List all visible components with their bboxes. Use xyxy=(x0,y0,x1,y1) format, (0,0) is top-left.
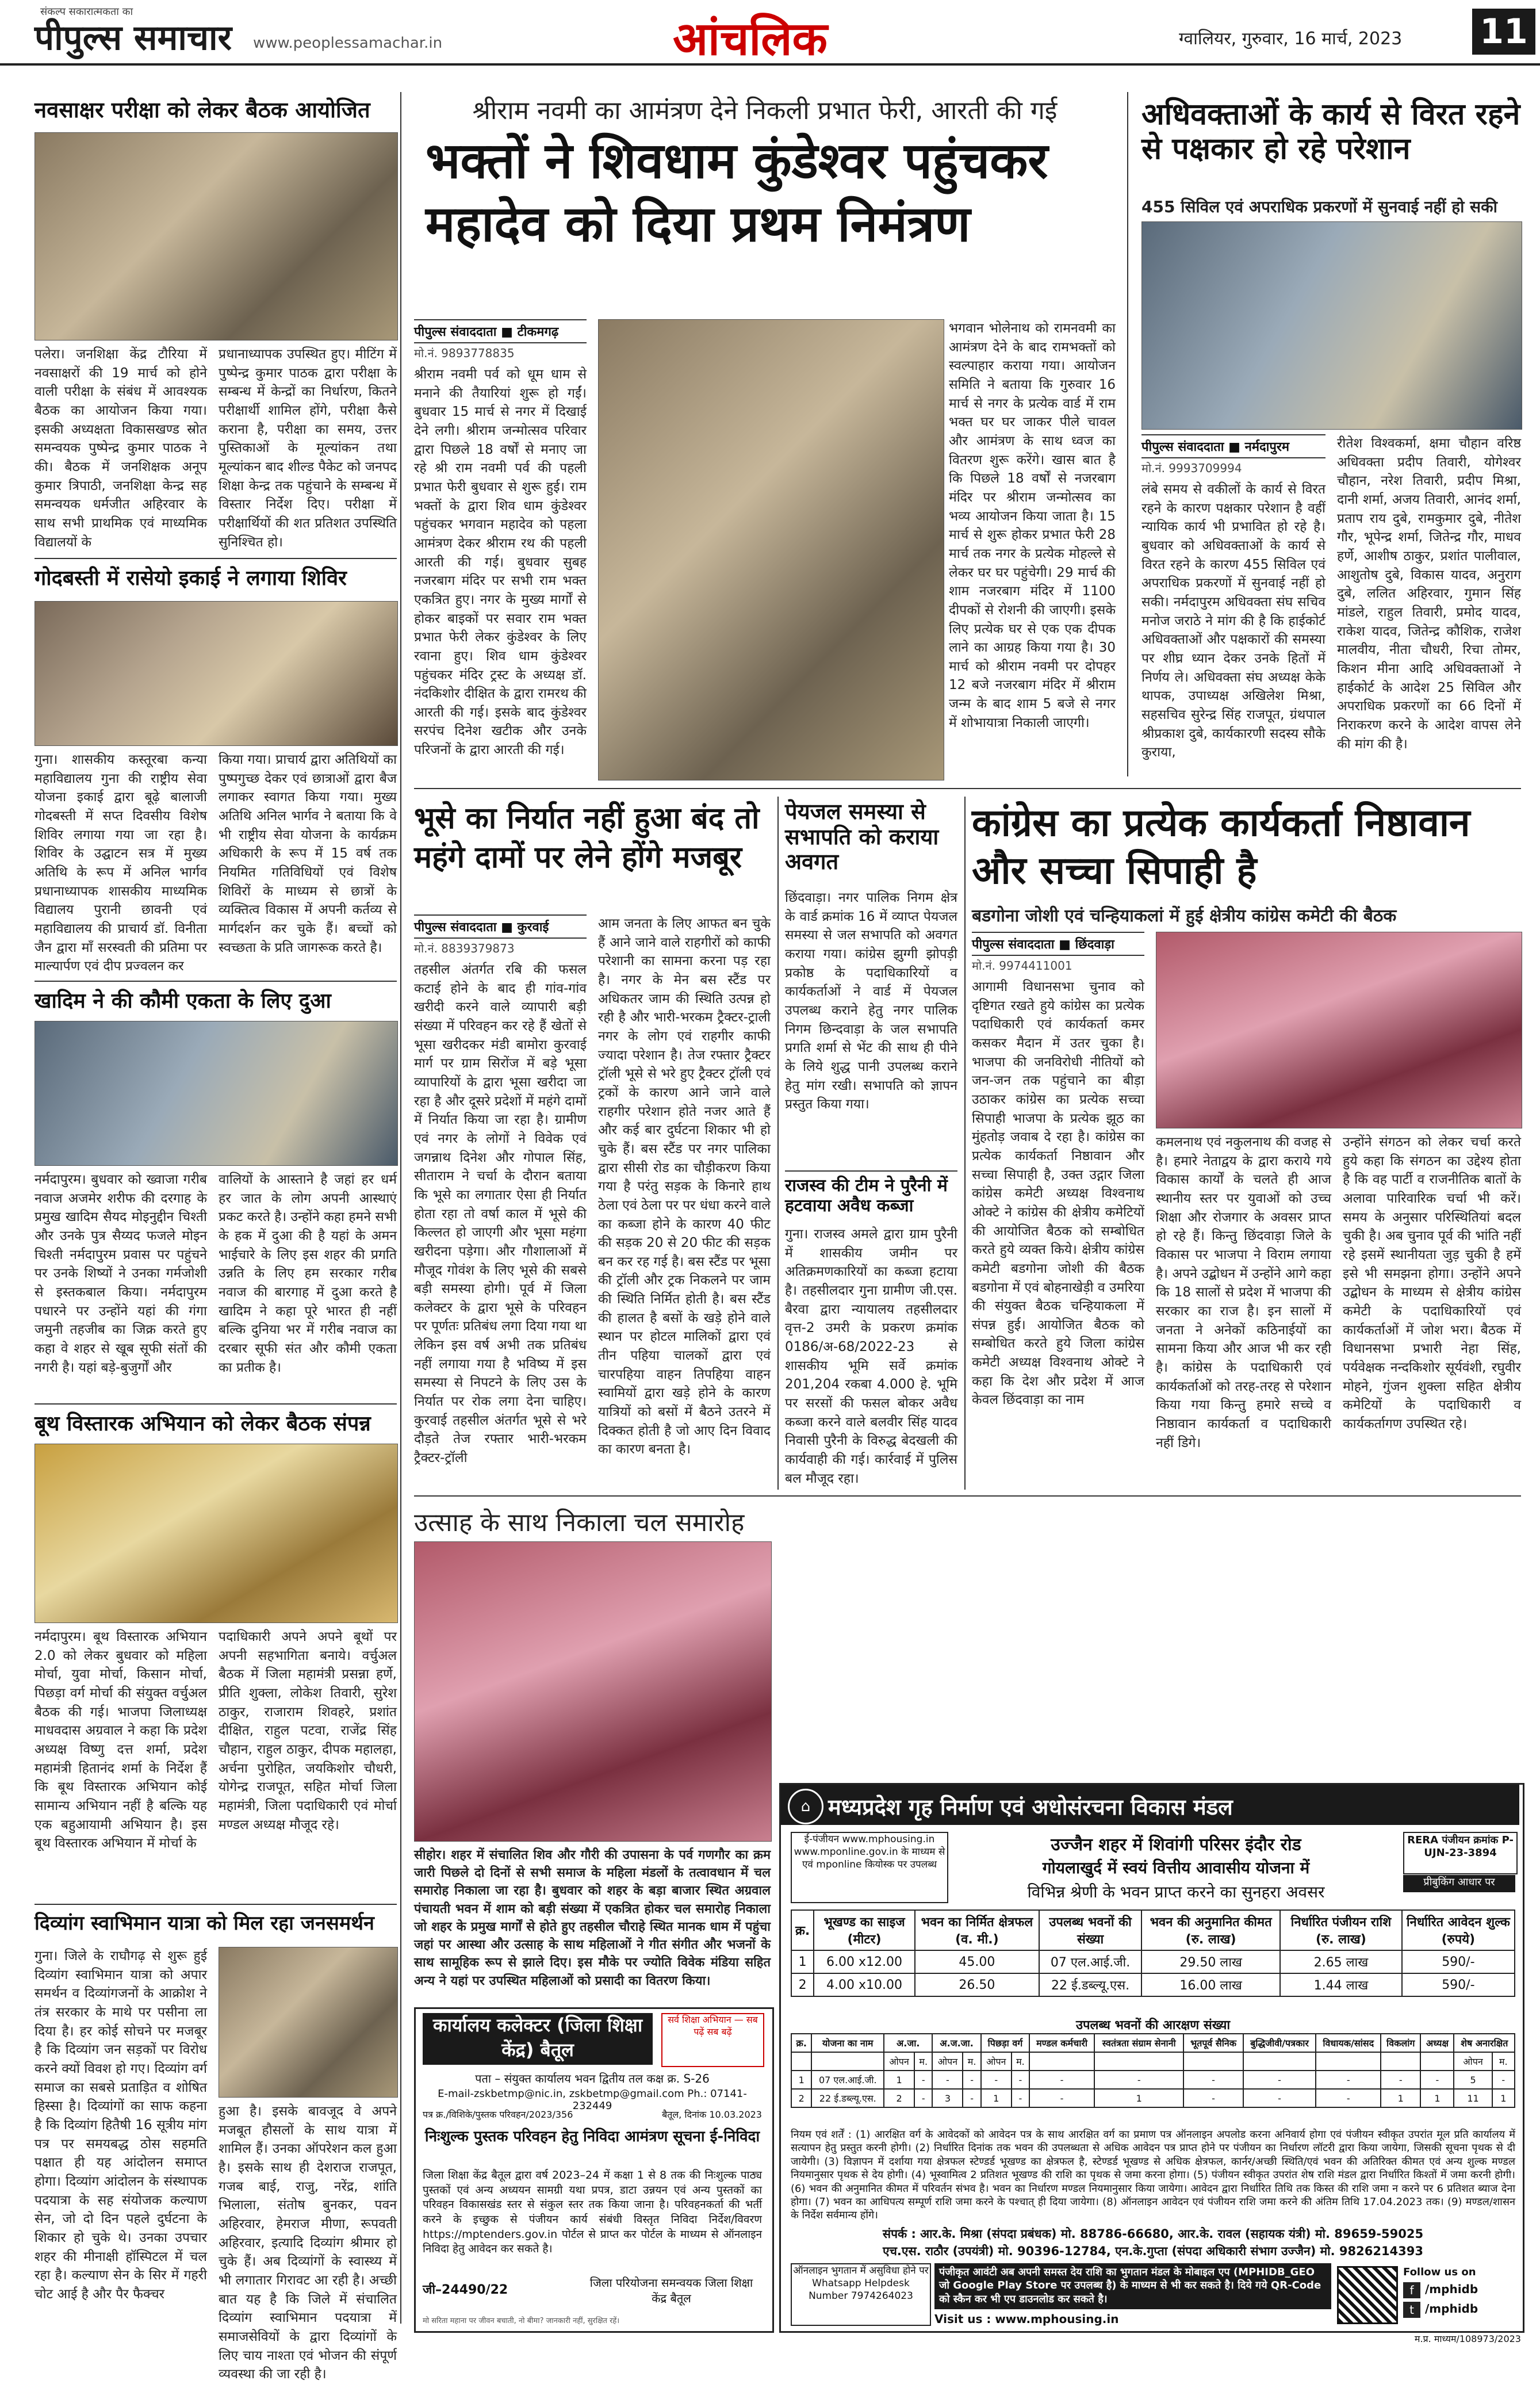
photo-prabhat-pheri xyxy=(598,319,944,780)
table-cell: - xyxy=(1243,2089,1316,2107)
table-cell: 1 xyxy=(884,2071,914,2089)
follow-us: Follow us on xyxy=(1403,2266,1476,2278)
photo-nss-camp xyxy=(35,601,398,746)
collector-title: कार्यालय कलेक्टर (जिला शिक्षा केंद्र) बैतूल xyxy=(423,2013,653,2065)
table-cell: 22 ई.डब्ल्यू.एस. xyxy=(811,2089,884,2107)
table-cell: - xyxy=(1492,2071,1515,2089)
lead-body: श्रीराम नवमी पर्व को धूम धाम से मनाने की तैयारियां शुरू हो गईं। बुधवार 15 मार्च से नगर में दिखाई देने लगी। श्रीराम जन्मोत्सव परिवार द्वारा पिछले 18 वर्षों से मनाए जा रहे श्री राम नवमी पर्व की पहली प्रभात फेरी बुधवार से शुरू हुई। राम भक्तों के द्वारा शिव धाम कुंडेश्वर पहुंचकर भगवान महादेव को पहला आमंत्रण देकर श्रीराम रथ की पहली आरती की गई। बुधवार सुबह नजरबाग मंदिर पर सभी राम भक्त एकत्रित हुए। नगर के मुख्य मार्गों से होकर बाइकों पर सवार राम भक्त प्रभात फेरी लेकर कुंडेश्वर के लिए रवाना हुए। शिव धाम कुंडेश्वर पहुंचकर मंदिर ट्रस्ट के अध्यक्ष डॉ. नंदकिशोर दीक्षित के द्वारा रामरथ की आरती की गई। इसके बाद कुंडेश्वर सरपंच दिनेश खटीक और उनके परिजनों के द्वारा आरती की गई। xyxy=(414,367,587,758)
photo-virtual-meeting xyxy=(35,1444,398,1623)
table-header: भूतपूर्व सैनिक xyxy=(1183,2034,1243,2052)
story-head-divyang: दिव्यांग स्वाभिमान यात्रा को मिल रहा जनसमर्थन xyxy=(35,1912,374,1935)
table-header: भवन का निर्मित क्षेत्रफल (व. मी.) xyxy=(915,1910,1039,1950)
rera-number: RERA पंजीयन क्रमांक P-UJN-23-3894 xyxy=(1403,1832,1518,1874)
congress-body: कमलनाथ एवं नकुलनाथ की वजह से है। हमारे नेताद्वय के द्वारा कराये गये विकास कार्यों के चलते ही आज स्थानीय स्तर पर युवाओं को उच्च शिक्षा और रोजगार के अवसर प्राप्त हो रहे हैं। किन्तु छिंदवाड़ा जिले के विकास पर भाजपा ने विराम लगाया है। अपने उद्बोधन में उन्होंने आगे कहा कि 18 सालों से प्रदेश में भाजपा की सरकार का राज है। इन सालों में जनता ने अनेकों कठिनाईयों का सामना किया और आज भी कर रही है। कांग्रेस के पदाधिकारी एवं कार्यकर्ताओं को तरह-तरह से परेशान किया गया किन्तु हमारे सच्चे व निष्ठावान कार्यकर्ता व पदाधिकारी नहीं डिगे। xyxy=(1156,1135,1331,1451)
twitter-icon[interactable]: t xyxy=(1403,2302,1420,2318)
table-cell: 590/- xyxy=(1402,1973,1515,1996)
table-cell: - xyxy=(963,2089,980,2107)
table-header: निर्धारित आवेदन शुल्क (रुपये) xyxy=(1402,1910,1515,1950)
mphidb-logo-icon: ⌂ xyxy=(788,1789,823,1824)
congress-body: आगामी विधानसभा चुनाव को दृष्टिगत रखते हुये कांग्रेस का प्रत्येक पदाधिकारी एवं कार्यकर्ता कमर कसकर मैदान में उतर चुका है। भाजपा की जनविरोधी नीतियों को जन-जन तक पहुंचाने का बीड़ा उठाकर कांग्रेस का प्रत्येक सच्चा सिपाही भाजपा के प्रत्येक झूठ का मुंहतोड़ जवाब दे रहा है। कांग्रेस का प्रत्येक कार्यकर्ता निष्ठावान और सच्चा सिपाही है, उक्त उद्गार जिला कांग्रेस कमेटी अध्यक्ष विश्वनाथ ओक्टे ने कांग्रेस की क्षेत्रीय कमेटियों की आयोजित बैठक को सम्बोधित करते हुये व्यक्त किये। क्षेत्रीय कांग्रेस कमेटी बडगोना जोशी की बैठक बडगोना में एवं बोहनाखेड़ी व उमरिया की संयुक्त बैठक चन्हियाकला में संपन्न हुई। आयोजित बैठक को सम्बोधित करते हुये जिला कांग्रेस कमेटी अध्यक्ष विश्वनाथ ओक्टे ने कहा कि देश और प्रदेश में आज केवल छिंदवाड़ा का नाम xyxy=(972,979,1144,1408)
story-body: किया गया। प्राचार्य द्वारा अतिथियों का पुष्पगुच्छ देकर एवं छात्राओं द्वारा बैज लगाकर स्वागत किया गया। मुख्य अतिथि अनिल भार्गव ने बताया कि वे भी राष्ट्रीय सेवा योजना के कार्यक्रम अधिकारी के रूप में 15 वर्ष तक नियमित गतिविधियों एवं विशेष शिविरों के माध्यम से छात्रों के व्यक्तित्व विकास में अपनी कर्तव्य से मार्गदर्शन कर चुके हैं। बच्चों को स्वच्छता के प्रति जागरूक करते है। xyxy=(219,752,397,955)
story-body: नर्मदापुरम। बूथ विस्तारक अभियान 2.0 को लेकर बुधवार को महिला मोर्चा, युवा मोर्चा, किसान मोर्चा, पिछड़ा वर्ग मोर्चा की संयुक्त वर्चुअल बैठक की गई। भाजपा जिलाध्यक्ष माधवदास अग्रवाल ने कहा कि प्रदेश अध्यक्ष विष्णु दत्त शर्मा, प्रदेश महामंत्री हितानंद शर्मा के निर्देश हैं कि बूथ विस्तारक अभियान कोई सामान्य अभियान नहीं है बल्कि यह एक बहुआयामी अभियान है। इस बूथ विस्तारक अभियान में मोर्चा के xyxy=(35,1629,207,1851)
advocates-body: रीतेश विश्वकर्मा, क्षमा चौहान वरिष्ठ अधिवक्ता प्रदीप तिवारी, योगेश्वर चौहान, नरेश तिवारी, प्रदीप मिश्रा, दानी शर्मा, अजय तिवारी, आनंद शर्मा, प्रताप राय दुबे, रामकुमार दुबे, नीतेश गौर, भूपेन्द्र शर्मा, जितेन्द्र गौर, माधव हर्णे, आशीष ठाकुर, प्रशांत पालीवाल, आशुतोष दुबे, विकास यादव, अनुराग दुबे, ललित अहिरवार, गुमान सिंह मांडले, राहुल तिवारी, प्रमोद यादव, राकेश यादव, जितेन्द्र कौशिक, राजेश मालवीय, नीता चौधरी, रिचा तोमर, किशन मीना आदि अधिवक्ताओं ने हाईकोर्ट के आदेश 25 सिविल और अपराधिक प्रकरणों का 66 दिनों में निराकरण करने के आदेश वापस लेने की मांग की है। xyxy=(1337,436,1521,752)
table-cell: 1 xyxy=(791,2071,811,2089)
table-cell xyxy=(1029,2052,1094,2071)
collector-date: बैतूल, दिनांक 10.03.2023 xyxy=(662,2109,762,2120)
table-cell: - xyxy=(1012,2089,1029,2107)
lead-kicker: श्रीराम नवमी का आमंत्रण देने निकली प्रभात फेरी, आरती की गई xyxy=(472,96,1058,125)
table-header: विधायक/सांसद xyxy=(1316,2034,1381,2052)
table-header: पिछड़ा वर्ग xyxy=(981,2034,1029,2052)
table-row xyxy=(791,1950,1515,1973)
lead-body: भगवान भोलेनाथ को रामनवमी का आमंत्रण देने के बाद रामभक्तों को स्वल्पाहार कराया गया। आयोजन समिति ने बताया कि गुरुवार 16 मार्च से नगर के प्रत्येक वार्ड में राम भक्त घर घर जाकर पीले चावल और आमंत्रण के साथ ध्वज का वितरण शुरू करेंगे। खास बात है कि पिछले 18 वर्षों से नजरबाग मंदिर पर श्रीराम जन्मोत्सव का भव्य आयोजन किया जाता है। 15 मार्च से शुरू होकर प्रभात फेरी 28 मार्च तक नगर के प्रत्येक मोहल्ले से लेकर घर घर पहुंचेगी। 29 मार्च की शाम नजरबाग मंदिर में 1100 दीपकों से रोशनी की जाएगी। इसके लिए प्रत्येक घर से एक एक दीपक लाने का आग्रह किया गया है। 30 मार्च को श्रीराम नवमी पर दोपहर 12 बजे नजरबाग मंदिर में श्रीराम जन्म के बाद शाम 5 बजे से नगर में शोभायात्रा निकाली जाएगी। xyxy=(949,321,1116,730)
table-cell: - xyxy=(981,2071,1012,2089)
table-cell xyxy=(1316,2052,1381,2071)
table-header: शेष अनारक्षित xyxy=(1454,2034,1515,2052)
ssa-logo: सर्व शिक्षा अभियान — सब पढ़ें सब बढ़ें xyxy=(661,2013,764,2067)
column-rule xyxy=(964,797,966,1490)
table-cell: 1 xyxy=(981,2089,1012,2107)
table-header: भूखण्ड का साइज (मीटर) xyxy=(814,1910,915,1950)
table-cell: 5 xyxy=(1454,2071,1492,2089)
column-rule xyxy=(777,797,779,1490)
divider xyxy=(785,1170,957,1172)
tender-heading: निःशुल्क पुस्तक परिवहन हेतु निविदा आमंत्रण सूचना ई-निविदा xyxy=(424,2128,760,2145)
story-body: वालियों के आस्ताने है जहां हर धर्म हर जात के लोग अपनी आस्थाएं प्रकट करते है। उन्होंने कहा हमने सभी के हक में दुआ की है यहां के अमन भाईचारे के लिए इस शहर की प्रगति उन्नति के लिए हम सरकार गरीब नवाज की बारगाह में दुआ करते है खादिम ने कहा पूरे भारत ही नहीं बल्कि दुनिया भर में गरीब नवाज का दरबार सूफी संत और कौमी एकता का प्रतीक है। xyxy=(219,1172,397,1375)
table-cell: - xyxy=(1094,2071,1183,2089)
table-cell: 1.44 लाख xyxy=(1280,1973,1402,1996)
prebooking-badge: प्रीबुकिंग आधार पर xyxy=(1403,1875,1515,1892)
photo-advocates xyxy=(1141,221,1522,430)
reservation-table-title: उपलब्ध भवनों की आरक्षण संख्या xyxy=(1075,2018,1231,2033)
table-header: निर्धारित पंजीयन राशि (रु. लाख) xyxy=(1280,1910,1402,1950)
housing-terms: नियम एवं शर्तें : (1) आरक्षित वर्ग के आवेदकों को आवेदन पत्र के साथ आरक्षित वर्ग का प्रमाण पत्र ऑनलाइन अपलोड करना अनिवार्य होगा एवं पंजीयन स्वीकृत उपरांत मूल प्रति कार्यालय में सत्यापन हेतु प्रस्तुत करनी होगी। (2) निर्धारित दिनांक तक भवन की उपलब्धता से अधिक आवेदन पत्र प्राप्त होने पर पंजीयन का निर्धारण लॉटरी द्वारा किया जायेगा, जिसकी सूचना पृथक से दी जायेगी। (3) विज्ञापन में दर्शाया गया क्षेत्रफल स्टेण्डर्ड भूखण्ड का क्षेत्रफल है, स्टेण्डर्ड भूखण्ड से अधिक क्षेत्रफल, कार्नर/अच्छी स्थिति/एवं भवन की अतिरिक्त कीमत एवं अन्य शुल्क मण्डल नियमानुसार पृथक से देय होगी। (4) भूस्वामित्व 2 प्रतिशत भूखण्ड की राशि का पृथक से जमा करना होगा। (5) पंजीयन स्वीकृत उपरांत शेष राशि मंडल द्वारा निर्धारित किश्तों में जमा करनी होगी। (6) भवन की अनुमानित कीमत में परिवर्तन संभव है। भवन का निर्धारण मण्डल नियमानुसार किया जायेगा। आवेदन द्वारा निर्धारित तिथि तक किस्त की राशि जमा न करने पर 6 प्रतिशत ब्याज देना होगा। (7) भवन का आधिपत्य सम्पूर्ण राशि जमा करने के पश्चात् ही दिया जायेगा। (8) ऑनलाइन आवेदन एवं पंजीयन राशि जमा करने की अंतिम तिथि 17.04.2023 तक। (9) मण्डल/शासन के निर्देश सर्वमान्य होंगे। xyxy=(791,2129,1515,2222)
revenue-body: गुना। राजस्व अमले द्वारा ग्राम पुरैनी में शासकीय जमीन पर अतिक्रमणकारियों का कब्जा हटाया है। तहसीलदार गुना ग्रामीण जी.एस. बैरवा द्वारा न्यायालय तहसीलदार वृत्त-2 उमरी के प्रकरण क्रमांक 0186/अ-68/2022-23 से शासकीय भूमि सर्वे क्रमांक 201,204 रकबा 4.000 हे. भूमि पर सरसों की फसल बोकर अवैध कब्जा करने वाले बलवीर सिंह यादव निवासी पुरैनी के विरुद्ध बेदखली की कार्यवाही की गई। कार्रवाई में पुलिस बल मौजूद रहा। xyxy=(785,1227,957,1486)
table-row xyxy=(791,2089,1515,2107)
table-cell: ओपन xyxy=(981,2052,1012,2071)
housing-ro: म.प्र. माध्यम/108973/2023 xyxy=(1414,2333,1521,2344)
table-cell: 16.00 लाख xyxy=(1141,1973,1280,1996)
congress-body: उन्होंने संगठन को लेकर चर्चा करते हुये कहा कि संगठन का उद्देश्य होता है कि वह पार्टी व राजनीतिक बातों के अलावा पारिवारिक चर्चा भी करें। समय के अनुसार परिस्थितियां बदल चुकी है। अब चुनाव पूर्व की भांति नहीं रहे इसमें स्थानीयता जुड़ चुकी है हमें इसे भी समझना होगा। उन्होंने अपने उद्बोधन के माध्यम से क्षेत्रीय कांग्रेस कमेटी के पदाधिकारियों एवं कार्यकर्ताओं में जोश भरा। बैठक में विधानसभा प्रभारी नेहा सिंह, पर्यवेक्षक नन्दकिशोर सूर्यवंशी, रघुवीर मोहने, गुंजन शुक्ला सहित क्षेत्रीय कमेटियों के पदाधिकारी व कार्यकर्तागण उपस्थित रहे। xyxy=(1343,1135,1521,1432)
table-cell: - xyxy=(1381,2071,1420,2089)
bhuse-body: आम जनता के लिए आफत बन चुके हैं आने जाने वाले राहगीरों को काफी परेशानी का सामना करना पड़ रहा है। नगर के मेन बस स्टैंड पर अधिकतर जाम की स्थिति उत्पन्न हो रही है और भारी-भरकम ट्रैक्टर-ट्राली नगर के लोग एवं राहगीर काफी ज्यादा परेशान है। तेज रफ्तार ट्रैक्टर ट्रॉली भूसे से भरे हुए ट्रैक्टर ट्रॉली एवं ट्रकों के कारण आने जाने वाले राहगीर परेशान होते नजर आते हैं और कई बार दुर्घटना शिकार भी हो चुके हैं। बस स्टैंड पर नगर पालिका द्वारा सीसी रोड का चौड़ीकरण किया गया है परंतु सड़क के किनारे हाथ ठेला एवं ठेला पर पर धंधा करने वाले का कब्जा होने के कारण 40 फीट की सड़क 20 से 20 फीट की सड़क बन कर रह गई है। बस स्टैंड पर भूसा की ट्रॉली और ट्रक निकलने पर जाम की स्थिति निर्मित होती है। बस स्टैंड की हालत है बसों के खड़े होने वाले स्थान पर होटल मालिकों द्वारा एवं तीन पहिया चालकों द्वारा एवं चारपहिया वाहन तिपहिया वाहन स्वामियों द्वारा खड़े होने के कारण यात्रियों को बसों में बैठने उतरने में दिक्कत होती है जो आए दिन विवाद का कारण बनता है। xyxy=(598,916,771,1457)
story-body: पदाधिकारी अपने अपने बूथों पर अपनी सहभागिता बनाये। वर्चुअल बैठक में जिला महामंत्री प्रसन्ना हर्णे, प्रीति शुक्ला, लोकेश तिवारी, सुरेश ठाकुर, राजाराम शिवहरे, प्रशांत दीक्षित, राहुल पटवा, राजेंद्र सिंह चौहान, राहुल ठाकुर, दीपक महालहा, अर्चना पुरोहित, जयकिशोर चौधरी, योगेन्द्र राजपूत, सहित मोर्चा जिला महामंत्री, जिला पदाधिकारी एवं मोर्चा मण्डल अध्यक्ष मौजूद रहे। xyxy=(219,1629,397,1832)
table-cell xyxy=(811,2052,884,2071)
table-header: अध्यक्ष xyxy=(1420,2034,1454,2052)
table-cell: 11 xyxy=(1454,2089,1492,2107)
utsah-caption: सीहोर। शहर में संचालित शिव और गौरी की उपासना के पर्व गणगौर का क्रम जारी पिछले दो दिनों से सभी समाज के महिला मंडलों के तत्वावधान में चल समारोह निकाला जा रहा है। बुधवार को शहर के बड़ा बाजार स्थित अग्रवाल पंचायती भवन में शाम को बड़ी संख्या में एकत्रित होकर चल समारोह निकाला जो शहर के प्रमुख मार्गों से होते हुए तहसील चौराहे स्थित मानक धाम में पहुंचा जहां पर आस्था और उत्साह के साथ महिलाओं ने गीत संगीत और भजनों के साथ सामूहिक रूप से झाले दिए। इस मौके पर ज्योति विवेक मंडिया सहित अन्य ने यहां पर उपस्थित महिलाओं को प्रसादी का वितरण किया। xyxy=(414,1848,771,1988)
tender-body: जिला शिक्षा केंद्र बैतूल द्वारा वर्ष 2023–24 में कक्षा 1 से 8 तक की निःशुल्क पाठ्य पुस्तकों एवं अन्य अध्ययन सामग्री यथा प्रपत्र, डाटा उन्नयन एवं अन्य पुस्तकों का परिवहन विकासखंड स्तर से संकुल स्तर तक किया जाना है। परिवहनकर्ता की भर्ती करने के इच्छुक से पंजीयन कार्य संबंधी विस्तृत निविदा निर्देश/विवरण https://mptenders.gov.in पोर्टल से प्राप्त कर पोर्टल के माध्यम से ऑनलाइन निविदा हेतु आवेदन कर सकते है। xyxy=(423,2169,762,2256)
divider xyxy=(35,981,397,982)
table-header: उपलब्ध भवनों की संख्या xyxy=(1039,1910,1141,1950)
table-row xyxy=(791,1973,1515,1996)
table-cell: म. xyxy=(914,2052,932,2071)
ad-ro-number: जी–24490/22 xyxy=(423,2283,508,2297)
table-row xyxy=(791,2071,1515,2089)
table-cell: म. xyxy=(963,2052,980,2071)
table-header: क्र. xyxy=(791,1910,814,1950)
table-cell xyxy=(1094,2052,1183,2071)
story-head-khadim: खादिम ने की कौमी एकता के लिए दुआ xyxy=(35,989,331,1013)
qr-code-icon[interactable] xyxy=(1337,2266,1398,2324)
table-cell: 1 xyxy=(1492,2089,1515,2107)
divider xyxy=(35,558,397,559)
housing-contact-1: संपर्क : आर.के. मिश्रा (संपदा प्रबंधक) मो. 88786-66680, आर.के. रावल (सहायक यंत्री) मो. 89659-59025 xyxy=(882,2227,1424,2241)
table-cell: 1 xyxy=(1094,2089,1183,2107)
column-rule xyxy=(1127,92,1128,776)
table-cell: - xyxy=(1420,2071,1454,2089)
advocates-body: लंबे समय से वकीलों के कार्य से विरत रहने के कारण पक्षकार परेशान है वहीं न्यायिक कार्य भी प्रभावित हो रहे है। बुधवार को अधिवक्ताओं के कार्य से विरत रहने के कारण 455 सिविल एवं अपराधिक प्रकरणों में सुनवाई नहीं हो सकी। नर्मदापुरम अधिवक्ता संघ सचिव मनोज जराठे ने मांग की है कि हाईकोर्ट अधिवक्ताओं और पक्षकारों की समस्या पर शीघ्र ध्यान देकर उनके हितों में निर्णय ले। अधिवक्ता संघ अध्यक्ष केके थापक, उपाध्यक्ष अखिलेश मिश्रा, सहसचिव सुरेन्द्र सिंह राजपूत, ग्रंथपाल श्रीप्रकाश दुबे, कार्यकारणी सदस्य सौके कुराया, xyxy=(1141,482,1326,760)
bhuse-headline: भूसे का निर्यात नहीं हुआ बंद तो महंगे दामों पर लेने होंगे मजबूर xyxy=(414,801,760,875)
divider xyxy=(414,1495,1521,1497)
collector-ref: पत्र क्र./विशिके/पुस्तक परिवहन/2023/356 xyxy=(423,2109,573,2120)
visit-website[interactable]: Visit us : www.mphousing.in xyxy=(934,2312,1119,2326)
table-header: अ.जा. xyxy=(884,2034,932,2052)
photo-gangaur-procession xyxy=(414,1541,772,1842)
table-cell: - xyxy=(1183,2071,1243,2089)
table-header: मण्डल कर्मचारी xyxy=(1029,2034,1094,2052)
table-cell: 3 xyxy=(932,2089,963,2107)
advocates-headline: अधिवक्ताओं के कार्य से विरत रहने से पक्षकार हो रहे परेशान xyxy=(1141,97,1520,166)
revenue-headline: राजस्व की टीम ने पुरैनी में हटवाया अवैध कब्जा xyxy=(785,1176,948,1216)
utsah-headline: उत्साह के साथ निकाला चल समारोह xyxy=(414,1508,745,1537)
story-head-navsakshar: नवसाक्षर परीक्षा को लेकर बैठक आयोजित xyxy=(35,97,370,123)
twitter-handle[interactable]: /mphidb xyxy=(1425,2302,1478,2316)
table-cell: 29.50 लाख xyxy=(1141,1950,1280,1973)
table-cell: - xyxy=(1012,2071,1029,2089)
bhuse-byline: पीपुल्स संवाददाता ■ कुरवाई xyxy=(414,914,587,939)
story-head-booth: बूथ विस्तारक अभियान को लेकर बैठक संपन्न xyxy=(35,1412,371,1436)
collector-footnote: मो सरिता महाना पर जीवन बचाती, नो बीमा? जानकारी नहीं, सुरक्षित रहें। xyxy=(423,2317,620,2325)
eportal-box: ई-पंजीयन www.mphousing.in www.mponline.gov.in के माध्यम से एवं mponline कियोस्क पर उपलब्ध xyxy=(791,1832,948,1903)
table-cell: म. xyxy=(1492,2052,1515,2071)
story-body: पलेरा। जनशिक्षा केंद्र टौरिया में नवसाक्षरों की 19 मार्च को होने वाली परीक्षा के संबंध में आवश्यक बैठक का आयोजन किया गया। इसकी अध्यक्षता विकासखण्ड स्रोत समन्वयक पुष्पेन्द्र कुमार पाठक ने की। बैठक में जनशिक्षक अनूप कुमार त्रिपाठी, जनशिक्षा केन्द्र सह समन्वयक धर्मजीत अहिरवार के साथ सभी प्राथमिक एवं माध्यमिक विद्यालयों के xyxy=(35,347,207,550)
scheme-title: उज्जैन शहर में शिवांगी परिसर इंदौर रोड xyxy=(1051,1835,1301,1855)
table-cell: 2 xyxy=(884,2089,914,2107)
story-body: गुना। शासकीय कस्तूरबा कन्या महाविद्यालय गुना की राष्ट्रीय सेवा योजना इकाई द्वारा बूढ़े बालाजी गोदबस्ती में सप्त दिवसीय विशेष शिविर लगाया गया जा रहा है। शिविर के उद्घाटन सत्र में मुख्य अतिथि के रूप में अनिल भार्गव प्रधानाध्यापक शासकीय माध्यमिक विद्यालय पुरानी छावनी एवं महाविद्यालय की प्राचार्य डॉ. विनीता जैन द्वारा माँ सरस्वती की प्रतिमा पर माल्यार्पण एवं दीप प्रज्वलन कर xyxy=(35,752,207,974)
table-cell: 07 एल.आई.जी. xyxy=(811,2071,884,2089)
table-header: भवन की अनुमानित कीमत (रु. लाख) xyxy=(1141,1910,1280,1950)
masthead-tagline: संकल्प सकारात्मकता का xyxy=(40,6,133,18)
table-header: बुद्धिजीवी/पत्रकार xyxy=(1243,2034,1316,2052)
story-body: गुना। जिले के राघौगढ़ से शुरू हुई दिव्यांग स्वाभिमान यात्रा को अपार समर्थन व दिव्यांगजनों के आक्रोश ने तंत्र सरकार के माथे पर पसीना ला दिया है। हर कोई सोचने पर मजबूर है कि दिव्यांग जन सड़कों पर विरोध करने क्यों विवश हो गए। दिव्यांग वर्ग समाज का सबसे प्रताड़ित व शोषित हिस्सा है। दिव्यांगों का साफ कहना है कि दिव्यांग हितैषी 16 सूत्रीय मांग पत्र पर समयबद्ध ठोस सहमति पक्षात ही यह आंदोलन समाप्त होगा। दिव्यांग आंदोलन के संस्थापक पदयात्रा के सह संयोजक कल्याण सेन, जो दो दिन पहले दुर्घटना के शिकार हो चुके थे। उनका उपचार शहर की मीनाक्षी हॉस्पिटल में चल रहा है। कल्याण सेन के सिर में गहरी चोट आई है और पैर फैक्चर xyxy=(35,1949,207,2302)
section-title: आंचलिक xyxy=(673,12,828,66)
table-cell: 22 ई.डब्ल्यू.एस. xyxy=(1039,1973,1141,1996)
photo-congress-meeting xyxy=(1156,932,1522,1128)
table-cell xyxy=(791,2052,811,2071)
table-cell: 26.50 xyxy=(915,1973,1039,1996)
table-cell: ओपन xyxy=(932,2052,963,2071)
scheme-subtitle: गोयलाखुर्द में स्वयं वित्तीय आवासीय योजना में xyxy=(1042,1858,1310,1877)
table-cell: 45.00 xyxy=(915,1950,1039,1973)
lead-headline: भक्तों ने शिवधाम कुंडेश्वर पहुंचकर महादेव को दिया प्रथम निमंत्रण xyxy=(426,132,1048,254)
table-cell xyxy=(1243,2052,1316,2071)
story-body: प्रधानाध्यापक उपस्थित हुए। मीटिंग में पुष्पेन्द्र कुमार पाठक द्वारा परीक्षा के सम्बन्ध में केन्द्रों का निर्धारण, कितने परीक्षार्थी शामिल होंगे, परीक्षा कैसे कराना है, परीक्षा का समय, उत्तर पुस्तिकाओं के मूल्यांकन तथा मूल्यांकन बाद शील्ड पैकेट को जनपद शिक्षा केन्द्र तक पहुंचाने के सम्बन्ध में विस्तार निर्देश दिए। परीक्षा में परीक्षार्थियों की शत प्रतिशत उपस्थिति सुनिश्चित हो। xyxy=(219,347,397,550)
table-header: अ.ज.जा. xyxy=(932,2034,980,2052)
table-cell: 1 xyxy=(791,1950,814,1973)
table-cell: - xyxy=(914,2071,932,2089)
table-header: योजना का नाम xyxy=(811,2034,884,2052)
photo-divyang-yatra xyxy=(219,1947,398,2098)
table-cell: 4.00 x10.00 xyxy=(814,1973,915,1996)
congress-mobile: मो.नं. 9974411001 xyxy=(972,959,1072,973)
table-cell: - xyxy=(932,2071,963,2089)
congress-byline: पीपुल्स संवाददाता ■ छिंदवाड़ा xyxy=(972,932,1144,956)
table-header: क्र. xyxy=(791,2034,811,2052)
table-cell: - xyxy=(1316,2089,1381,2107)
table-cell xyxy=(1381,2052,1420,2071)
collector-signatory: जिला परियोजना समन्वयक जिला शिक्षा केंद्र बैतूल xyxy=(589,2276,753,2305)
collector-contact: E-mail-zskbetmp@nic.in, zskbetmp@gmail.com Ph.: 07141-232449 xyxy=(438,2088,747,2112)
table-cell: - xyxy=(1243,2071,1316,2089)
table-cell: - xyxy=(1183,2089,1243,2107)
advocates-byline: पीपुल्स संवाददाता ■ नर्मदापुरम xyxy=(1141,434,1326,458)
table-cell: 1 xyxy=(1381,2089,1420,2107)
story-body: नर्मदापुरम। बुधवार को ख्वाजा गरीब नवाज अजमेर शरीफ की दरगाह के प्रमुख खादिम सैयद मोइनुद्दीन चिश्ती और उनके पुत्र सैय्यद फजले मोइन चिश्ती नर्मदापुरम प्रवास पर पहुंचने पर उनके शिष्यों ने उनका गर्मजोशी से इस्तकबाल किया। नर्मदापुरम पधारने पर उन्होंने यहां की गंगा जमुनी तहजीब का जिक्र करते हुए कहा वे शहर से खूब सूफी संतों की नगरी है। यहां बड़े-बुजुर्गों और xyxy=(35,1172,207,1375)
column-rule xyxy=(400,92,401,2324)
table-cell: - xyxy=(1316,2071,1381,2089)
reservation-table xyxy=(791,2033,1515,2108)
facebook-handle[interactable]: /mphidb xyxy=(1425,2282,1478,2296)
photo-khadim xyxy=(35,1021,398,1166)
story-body: हुआ है। इसके बावजूद वे अपने मजबूत हौसलों के साथ यात्रा में शामिल हैं। उनका ऑपरेशन कल हुआ है। इसके साथ ही देशराज राजपूत, गजब बाई, राजु, नरेंद्र, शांति भिलाला, संतोष बुनकर, पवन अहिरवार, हेमराज मीणा, रूपवती अहिरवार, इत्यादि दिव्यांग श्रीमार हो चुके हैं। अब दिव्यांगों के स्वास्थ्य में भी लगातार गिरावट आ रही है। अच्छी बात यह है कि जिले में संचालित दिव्यांग स्वाभिमान पदयात्रा में समाजसेवियों के द्वारा दिव्यांगों के लिए चाय नाश्ता एवं भोजन की संपूर्ण व्यवस्था की जा रही है। xyxy=(219,2104,397,2382)
advocates-mobile: मो.नं. 9993709994 xyxy=(1141,461,1242,475)
table-cell: - xyxy=(1029,2089,1094,2107)
bhuse-mobile: मो.नं. 8839379873 xyxy=(414,942,515,955)
housing-price-table xyxy=(791,1910,1515,1997)
mobile-app-note: पंजीकृत आवंटी अब अपनी समस्त देय राशि का भुगतान मंडल के मोबाइल एप (MPHIDB_GEO जो Google Play Store पर उपलब्ध है) के माध्यम से भी कर सकते है। दिये गये QR-Code को स्कैन कर भी एप डाउनलोड कर सकते है। xyxy=(934,2263,1331,2309)
divider xyxy=(35,1403,397,1405)
table-cell: 2 xyxy=(791,1973,814,1996)
collector-address: पता – संयुक्त कार्यालय भवन द्वितीय तल कक्ष क्र. S-26 xyxy=(475,2072,710,2085)
table-cell: 6.00 x12.00 xyxy=(814,1950,915,1973)
website-url[interactable]: www.peoplessamachar.in xyxy=(253,35,443,52)
advocates-subhead: 455 सिविल एवं अपराधिक प्रकरणों में सुनवाई नहीं हो सकी xyxy=(1141,197,1497,216)
lead-byline: पीपुल्स संवाददाता ■ टीकमगढ़ xyxy=(414,319,587,343)
table-cell: ओपन xyxy=(1454,2052,1492,2071)
divider xyxy=(35,1904,397,1905)
table-cell: 590/- xyxy=(1402,1950,1515,1973)
photo-meeting xyxy=(35,132,398,340)
lead-mobile: मो.नं. 9893778835 xyxy=(414,346,515,360)
housing-contact-2: एच.एस. राठौर (उपयंत्री) मो. 90396-12784, एन.के.गुप्ता (संपदा अधिकारी संभाग उज्जैन) मो. 9826214393 xyxy=(882,2244,1424,2258)
congress-subhead: बडगोना जोशी एवं चन्हियाकलां में हुई क्षेत्रीय कांग्रेस कमेटी की बैठक xyxy=(972,906,1397,926)
table-cell: ओपन xyxy=(884,2052,914,2071)
table-cell: 1 xyxy=(1420,2089,1454,2107)
table-cell: - xyxy=(914,2089,932,2107)
page-number: 11 xyxy=(1472,9,1535,55)
congress-headline: कांग्रेस का प्रत्येक कार्यकर्ता निष्ठावान और सच्चा सिपाही है xyxy=(972,801,1470,893)
bhuse-body: तहसील अंतर्गत रबि की फसल कटाई होने के बाद ही गांव-गांव खरीदी करने वाले व्यापारी बड़ी संख्या में परिवहन कर रहे हैं खेतों से भूसा खरीदकर मंडी बामोरा कुरवाई मार्ग पर ग्राम सिरोंज में बड़े भूसा व्यापारियों के द्वारा भूसा खरीदा जा रहा है और दूसरे प्रदेशों में महंगे दामों में निर्यात किया जा रहा है। ग्रामीण एवं नगर के लोगों ने विवेक एवं जगन्नाथ दिनेश और गोपाल सिंह, सीताराम ने चर्चा के दौरान बताया कि भूसे का लगातार ऐसा ही निर्यात होता रहा तो वर्षा काल में भूसे की किल्लत हो जाएगी और भूसा महंगा खरीदना पड़ेगा। और गौशालाओं में मौजूद गोवंश के लिए भूसे की सबसे बड़ी समस्या होगी। पूर्व में जिला कलेक्टर के द्वारा भूसे के परिवहन पर पूर्णतः प्रतिबंध लगा दिया गया था लेकिन इस वर्ष अभी तक प्रतिबंध नहीं लगाया गया है भविष्य में इस समस्या से निपटने के लिए उस के निर्यात पर रोक लगा देना चाहिए। कुरवाई तहसील अंतर्गत भूसे से भरे दौड़ते तेज रफ्तार भारी-भरकम ट्रैक्टर-ट्रॉली xyxy=(414,962,587,1466)
story-head-nss-camp: गोदबस्ती में रासेयो इकाई ने लगाया शिविर xyxy=(35,567,347,590)
table-header: विकलांग xyxy=(1381,2034,1420,2052)
whatsapp-helpdesk[interactable]: ऑनलाइन भुगतान में असुविधा होने पर Whatsapp Helpdesk Number 7974264023 xyxy=(791,2263,931,2326)
table-cell xyxy=(1420,2052,1454,2071)
table-cell: - xyxy=(1029,2071,1094,2089)
table-header: स्वतंत्रता संग्राम सेनानी xyxy=(1094,2034,1183,2052)
dateline: ग्वालियर, गुरुवार, 16 मार्च, 2023 xyxy=(1179,29,1403,49)
table-cell: म. xyxy=(1012,2052,1029,2071)
divider xyxy=(414,788,1521,789)
table-cell: 2 xyxy=(791,2089,811,2107)
table-cell: 07 एल.आई.जी. xyxy=(1039,1950,1141,1973)
table-cell: - xyxy=(963,2071,980,2089)
table-cell: 2.65 लाख xyxy=(1280,1950,1402,1973)
water-body: छिंदवाड़ा। नगर पालिक निगम क्षेत्र के वार्ड क्रमांक 16 में व्याप्त पेयजल समस्या से जल सभापति को अवगत कराया गया। कांग्रेस झुग्गी झोपड़ी प्रकोष्ठ के पदाधिकारियों व कार्यकर्ताओं ने वार्ड में पेयजल उपलब्ध कराने हेतु नगर पालिक निगम छिन्दवाड़ा के जल सभापति प्रगति शर्मा से भेंट की साथ ही पीने के लिये शुद्ध पानी उपलब्ध कराने हेतु मांग रखी। सभापति को ज्ञापन प्रस्तुत किया गया। xyxy=(785,890,957,1112)
housing-board-name: मध्यप्रदेश गृह निर्माण एवं अधोसंरचना विकास मंडल xyxy=(828,1794,1233,1820)
table-cell xyxy=(1183,2052,1243,2071)
scheme-subtitle-2: विभिन्न श्रेणी के भवन प्राप्त करने का सुनहरा अवसर xyxy=(1027,1882,1325,1901)
water-headline: पेयजल समस्या से सभापति को कराया अवगत xyxy=(785,799,939,875)
newspaper-logo: पीपुल्स समाचार xyxy=(35,18,232,58)
facebook-icon[interactable]: f xyxy=(1403,2282,1420,2298)
